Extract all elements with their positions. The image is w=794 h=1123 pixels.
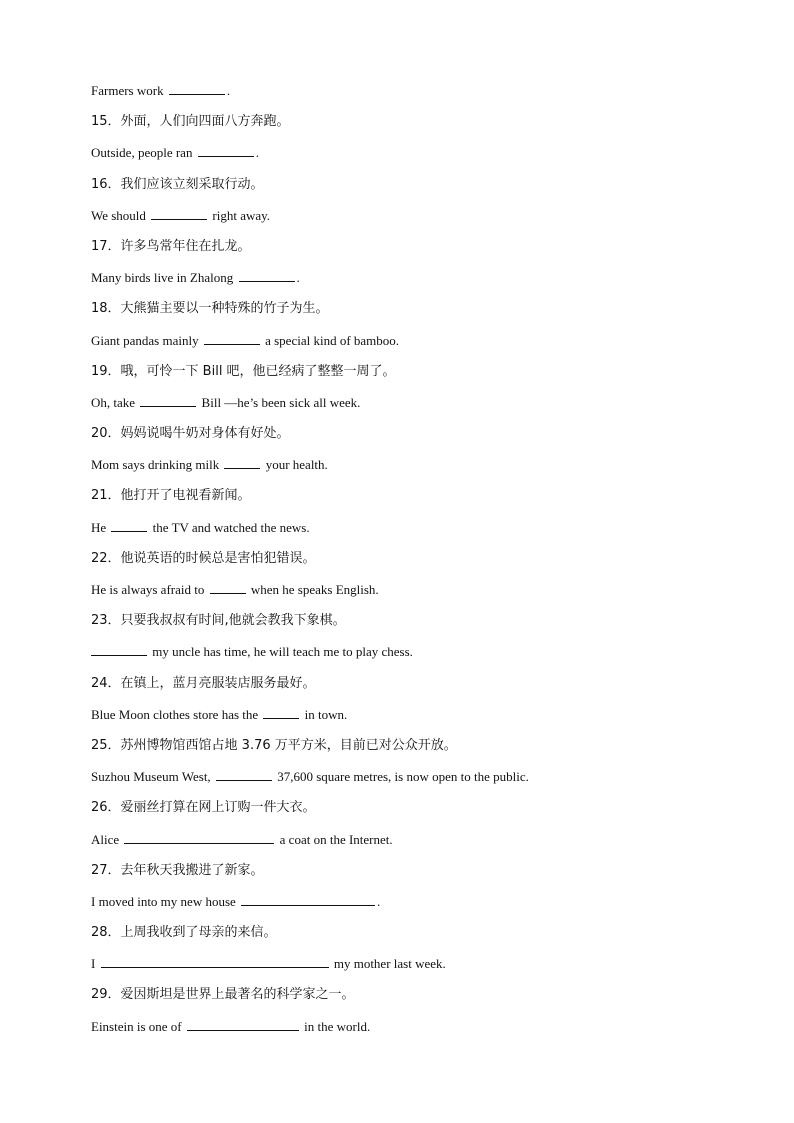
blank-field[interactable] [263,704,299,719]
answer-line-20 [91,454,731,485]
sentence-prefix: Farmers work [91,83,167,98]
sentence-suffix: . [255,145,259,161]
sentence-suffix: a special kind of bamboo. [261,332,400,348]
answer-line-21 [91,517,731,548]
answer-line-18 [91,330,731,361]
sentence-suffix: your health. [262,457,328,473]
prompt-17: 17．许多鸟常年住在扎龙。 [91,238,251,254]
blank-field[interactable] [187,1016,299,1031]
sentence-prefix: Many birds live in Zhalong [91,270,237,286]
sentence-suffix: when he speaks English. [247,582,379,597]
sentence-prefix: We should [91,207,150,223]
answer-line-14 [91,80,731,111]
answer-line-15 [91,142,731,173]
sentence-prefix: Einstein is one of [91,1018,185,1034]
sentence-suffix: Bill —he’s been sick all week. [198,394,361,410]
sentence-prefix: I moved into my new house [91,893,240,909]
sentence-prefix: Suzhou Museum West, [91,769,214,785]
sentence-suffix: in town. [301,706,348,722]
blank-field[interactable] [239,267,295,282]
prompt-27: 27．去年秋天我搬进了新家。 [91,862,264,878]
sentence-suffix: the TV and watched the news. [149,519,310,535]
sentence-prefix: Giant pandas mainly [91,332,202,348]
answer-line-19 [91,392,731,423]
blank-field[interactable] [101,953,329,968]
answer-line-28 [91,953,731,984]
blank-field[interactable] [169,80,225,95]
sentence-prefix: Oh, take [91,394,139,410]
answer-line-25 [91,766,731,797]
answer-line-23 [91,641,731,672]
sentence-prefix: He [91,519,110,535]
prompt-21: 21．他打开了电视看新闻。 [91,488,251,504]
blank-field[interactable] [151,205,207,220]
sentence-suffix: 37,600 square metres, is now open to the public. [273,769,529,785]
prompt-29: 29．爱因斯坦是世界上最著名的科学家之一。 [91,987,355,1003]
sentence-suffix: . [377,893,381,909]
prompt-15: 15．外面，人们向四面八方奔跑。 [91,114,290,130]
answer-line-29 [91,1016,731,1047]
blank-field[interactable] [124,829,274,844]
prompt-24: 24．在镇上，蓝月亮服装店服务最好。 [91,675,316,691]
prompt-28: 28．上周我收到了母亲的来信。 [91,925,277,941]
answer-line-16 [91,205,731,236]
sentence-suffix: my mother last week. [330,956,446,972]
blank-field[interactable] [241,891,375,906]
blank-field[interactable] [198,142,254,157]
sentence-prefix: Mom says drinking milk [91,457,223,473]
blank-field[interactable] [111,517,147,532]
prompt-22: 22．他说英语的时候总是害怕犯错误。 [91,550,316,566]
blank-field[interactable] [216,766,272,781]
sentence-suffix: a coat on the Internet. [276,831,393,847]
worksheet-page [91,80,731,1047]
sentence-prefix: He is always afraid to [91,582,208,597]
prompt-18: 18．大熊猫主要以一种特殊的竹子为生。 [91,301,329,317]
sentence-suffix: . [296,270,300,286]
answer-line-27 [91,891,731,922]
sentence-prefix: Blue Moon clothes store has the [91,706,262,722]
sentence-suffix: my uncle has time, he will teach me to play chess. [149,644,413,660]
prompt-16: 16．我们应该立刻采取行动。 [91,176,264,192]
sentence-suffix: right away. [209,207,271,223]
sentence-prefix: Alice [91,831,123,847]
prompt-26: 26．爱丽丝打算在网上订购一件大衣。 [91,800,316,816]
sentence-suffix: . [226,83,231,98]
answer-line-17 [91,267,731,298]
sentence-prefix: I [91,956,99,972]
blank-field[interactable] [140,392,196,407]
prompt-25: 25．苏州博物馆西馆占地 3.76 万平方米，目前已对公众开放。 [91,737,457,753]
sentence-prefix: Outside, people ran [91,145,196,161]
prompt-19: 19．哦，可怜一下 Bill 吧，他已经病了整整一周了。 [91,363,396,379]
blank-field[interactable] [91,641,147,656]
blank-field[interactable] [224,454,260,469]
answer-line-24 [91,704,731,735]
blank-field[interactable] [204,330,260,345]
prompt-23: 23．只要我叔叔有时间,他就会教我下象棋。 [91,613,346,629]
prompt-20: 20．妈妈说喝牛奶对身体有好处。 [91,426,290,442]
sentence-suffix: in the world. [300,1018,371,1034]
blank-field[interactable] [210,579,246,594]
answer-line-26 [91,829,731,860]
answer-line-22 [91,579,731,610]
